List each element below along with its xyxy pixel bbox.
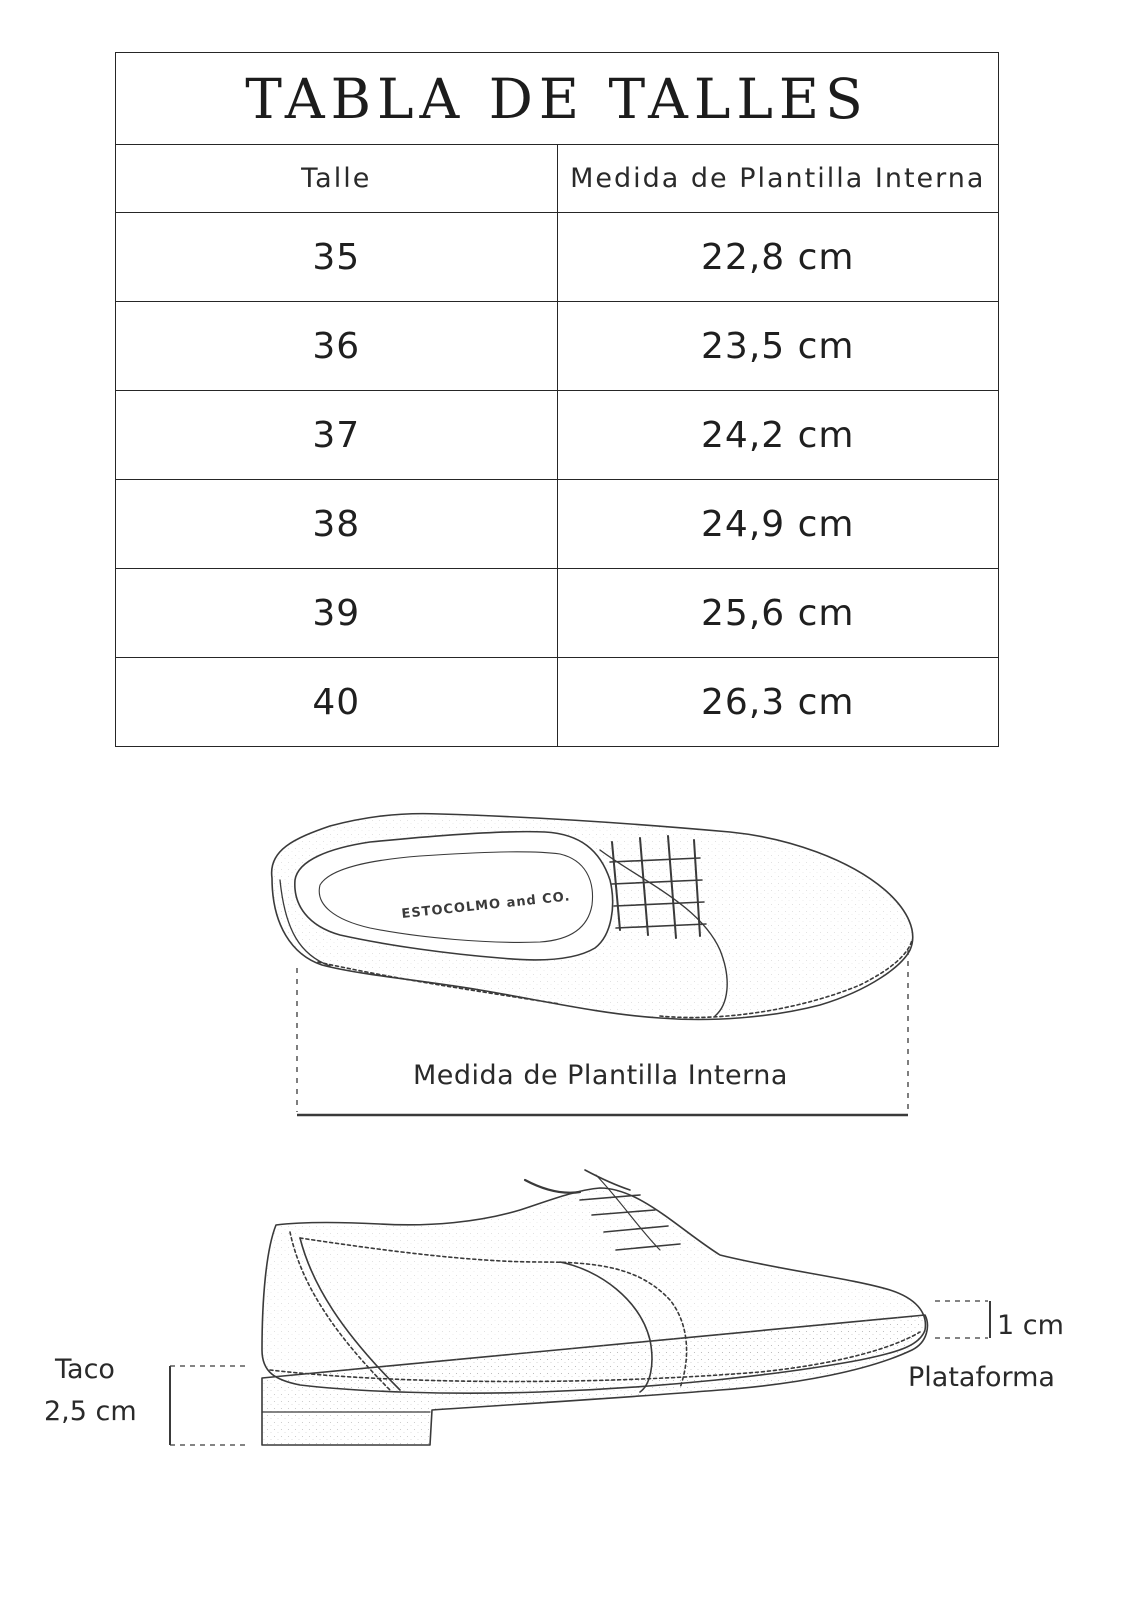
platform-label: Plataforma <box>908 1362 1055 1393</box>
heel-value: 2,5 cm <box>44 1396 137 1427</box>
column-header-size: Talle <box>116 145 558 213</box>
platform-value: 1 cm <box>997 1310 1064 1341</box>
length-cell: 22,8 cm <box>557 213 999 302</box>
table-title: TABLA DE TALLES <box>245 66 869 131</box>
shoe-side-view <box>262 1170 927 1445</box>
heel-measure-guide <box>170 1366 250 1445</box>
insole-measure-label: Medida de Plantilla Interna <box>413 1060 788 1091</box>
size-cell: 40 <box>116 658 558 747</box>
column-header-insole-length: Medida de Plantilla Interna <box>557 145 999 213</box>
length-cell: 24,9 cm <box>557 480 999 569</box>
length-cell: 26,3 cm <box>557 658 999 747</box>
size-cell: 37 <box>116 391 558 480</box>
heel-label: Taco <box>55 1354 115 1385</box>
length-cell: 24,2 cm <box>557 391 999 480</box>
size-cell: 36 <box>116 302 558 391</box>
insole-brand-logo: ESTOCOLMO and CO. <box>400 889 572 922</box>
size-cell: 38 <box>116 480 558 569</box>
size-cell: 35 <box>116 213 558 302</box>
length-cell: 23,5 cm <box>557 302 999 391</box>
length-cell: 25,6 cm <box>557 569 999 658</box>
platform-measure-guide <box>935 1301 990 1338</box>
size-cell: 39 <box>116 569 558 658</box>
shoe-top-view <box>272 814 913 1020</box>
